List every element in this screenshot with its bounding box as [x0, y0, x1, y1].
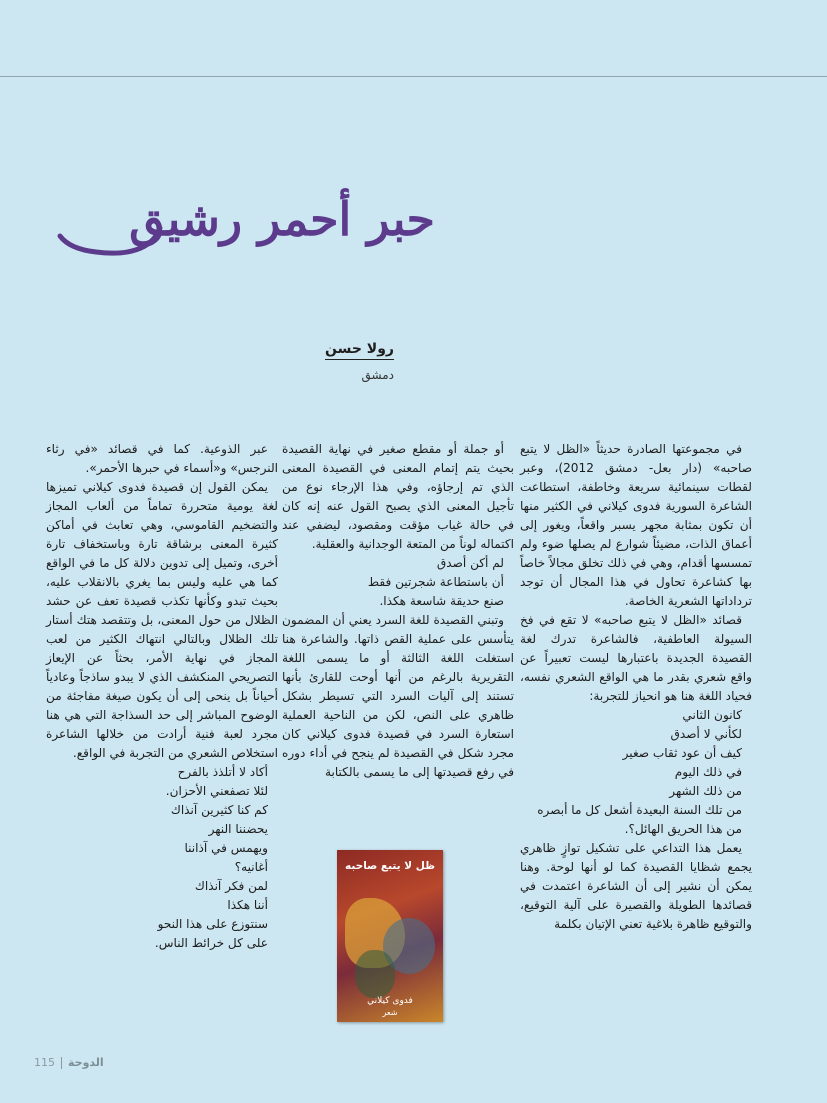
text-column-2	[282, 440, 514, 782]
poem-line: من ذلك الشهر	[669, 784, 742, 798]
poem-line: في ذلك اليوم	[674, 765, 742, 779]
poem-line: من هذا الحريق الهائل؟.	[624, 822, 742, 836]
poem-line: لمن فكر آنذاك	[194, 879, 268, 893]
poem-line: لم أكن أصدق	[436, 556, 504, 570]
book-cover-title: ظل لا يتبع صاحبه	[344, 860, 436, 872]
poem-line: من تلك السنة البعيدة أشعل كل ما أبصره	[537, 803, 742, 817]
paragraph: يمكن القول إن قصيدة فدوى كيلاني تميزها لغة يومية متحررة تماماً من ألعاب المجاز والتضخيم القاموسي، وهي تعابث في أماكن كثيرة المعنى برشاقة تارة وباستخفاف تارة أخرى، وتميل إلى تدوين دلالة كل ما في الواقع كما هي عليه وليس بما يغري بالانقلاب عليه، بحيث تبدو وكأنها تكذب قصيدة تعف عن حشد الظلال من حول المعنى، بل وتتقصد هتك أستار تلك الظلال وبالتالي انتهاك الكثير من لعب المجاز في نهاية الأمر، بحثاً عن الإيعاز التصريحي المنكشف الذي لا يبدو ساذجاً وعادياً أحياناً بل ينحى إلى أن يكون صيغة مفاجئة من الوضوح المباشر إلى حد السذاجة التي هي هنا مجرد لعبة فنية أرادت من خلالها الشاعرة استخلاص الشعري من التجربة في الواقع.	[46, 480, 278, 760]
poem-line: لئلا تصفعني الأحزان.	[165, 784, 268, 798]
poem-line: كيف أن عود ثقاب صغير	[622, 746, 742, 760]
poem-line: أكاد لا أتلذذ بالفرح	[177, 765, 268, 779]
paragraph: قصائد «الظل لا يتبع صاحبه» لا تقع في فخ السيولة العاطفية، فالشاعرة تدرك لغة القصيدة الجديدة باعتبارها ليست تعبيراً عن واقع شعري بقدر ما هي الواقع الشعري نفسه، فحياد اللغة هنا هو انحياز للتجربة:	[520, 613, 752, 703]
poem-line: أغانيه؟	[234, 860, 268, 874]
top-rule	[0, 76, 827, 77]
text-column-3	[46, 440, 278, 953]
book-cover-genre: شعر	[382, 1008, 398, 1017]
byline	[325, 338, 394, 382]
poem-line: أننا هكذا	[227, 898, 268, 912]
page-footer	[34, 1056, 104, 1069]
author-name: رولا حسن	[325, 341, 394, 360]
author-location: دمشق	[361, 368, 394, 382]
article-title: حبر أحمر رشيق	[129, 192, 435, 246]
poem-line: يحضننا النهر	[208, 822, 268, 836]
text-column-1	[520, 440, 752, 934]
poem-line: لكأني لا أصدق	[670, 727, 742, 741]
paragraph: في مجموعتها الصادرة حديثاً «الظل لا يتبع صاحبه» (دار بعل- دمشق 2012)، وعبر لقطات سينمائية سريعة وخاطفة، استطاعت الشاعرة السورية فدوى كيلاني في الكثير منها أن تكون بمثابة مجهر يسبر واقعاً، ويغور إلى أعماق الذات، مضيئاً شوارع لم يصلها ضوء ولم تمسسها أقدام، وهي في ذلك تخلق مجالاً خاصاً بها كشاعرة تحاول في هذا المجال أن توجد ترداداتها الشعرية الخاصة.	[520, 442, 752, 608]
poem-line: سنتوزع على هذا النحو	[157, 917, 268, 931]
poem-line: كانون الثاني	[682, 708, 742, 722]
cover-art-shape	[355, 950, 395, 998]
poem-line: أن باستطاعة شجرتين فقط	[367, 575, 504, 589]
paragraph: يعمل هذا التداعي على تشكيل توازٍ ظاهري يجمع شظايا القصيدة كما لو أنها لوحة. وهنا يمكن أن نشير إلى أن الشاعرة اعتمدت في قصائدها الطويلة والقصيرة على آلية التوقيع، والتوقيع ظاهرة بلاغية تعني الإتيان بكلمة	[520, 841, 752, 931]
book-cover-author: فدوى كيلاني	[367, 996, 413, 1006]
page-number: 115	[34, 1056, 55, 1069]
title-swash	[56, 222, 166, 258]
paragraph: عبر الذوعية. كما في قصائد «في رثاء النرجس» و«أسماء في حبرها الأحمر».	[46, 442, 278, 475]
poem-line: صنع حديقة شاسعة هكذا.	[379, 594, 504, 608]
paragraph: وتبني القصيدة للغة السرد يعني أن المضمون يتأسس على عملية القص ذاتها. والشاعرة هنا استغلت اللغة الثالثة أو ما يسمى اللغة التقريرية بالرغم من أنها أوحت للقارئ بأنها تستند إلى آليات السرد التي تسيطر بشكل ظاهري على النص، لكن من الناحية العملية استعارة السرد في قصيدة فدوى كيلاني كان مجرد شكل في القصيدة لم ينجح في أداء دوره في رفع قصيدتها إلى ما يسمى بالكتابة	[282, 613, 514, 779]
magazine-name: الدوحة	[68, 1056, 104, 1069]
poem-line: كم كنا كثيرين آنذاك	[170, 803, 268, 817]
poem-line: على كل خرائط الناس.	[154, 936, 268, 950]
footer-divider	[61, 1057, 62, 1069]
paragraph: أو جملة أو مقطع صغير في نهاية القصيدة بحيث يتم إتمام المعنى في القصيدة المعنى الذي تم إرجاؤه، وفي هذا الإرجاء نوع من تأجيل المعنى الذي يصبح القول عنه إنه كان في حالة غياب مؤقت ومقصود، ليضفي عند اكتماله لوناً من المتعة الوجدانية والعقلية.	[282, 442, 514, 551]
book-cover-image	[337, 850, 443, 1022]
poem-line: ويهمس في آذاننا	[184, 841, 268, 855]
